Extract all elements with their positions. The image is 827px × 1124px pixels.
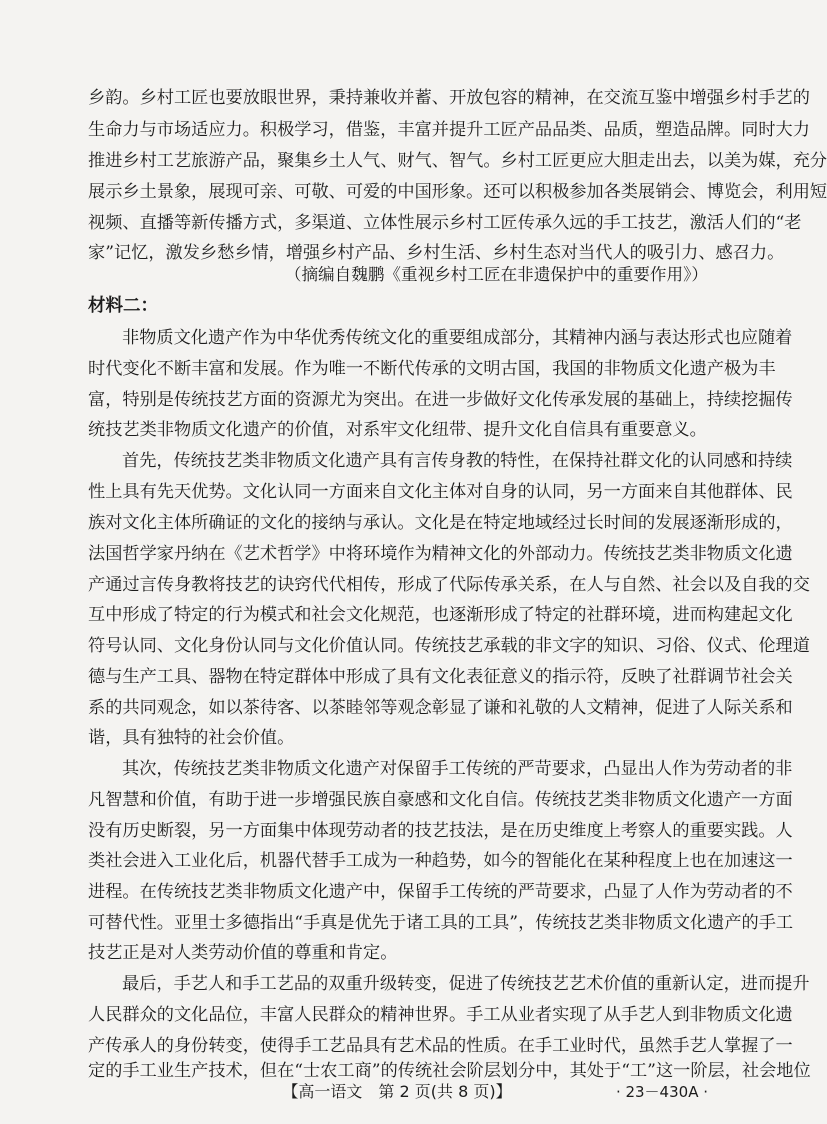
- text-line: 家”记忆，激发乡愁乡情，增强乡村产品、乡村生活、乡村生态对当代人的吸引力、感召力。: [88, 243, 785, 263]
- text-line: 类社会进入工业化后，机器代替手工成为一种趋势，如今的智能化在某种程度上也在加速这一: [88, 851, 793, 871]
- text-line: 时代变化不断丰富和发展。作为唯一不断代传承的文明古国，我国的非物质文化遗产极为丰: [88, 359, 776, 379]
- section-heading: 材料二：: [88, 296, 158, 316]
- text-line: 最后，手艺人和手工艺品的双重升级转变，促进了传统技艺艺术价值的重新认定，进而提升: [122, 974, 810, 994]
- text-line: 其次，传统技艺类非物质文化遗产对保留手工传统的严苛要求，凸显出人作为劳动者的非: [122, 759, 793, 779]
- text-line: 进程。在传统技艺类非物质文化遗产中，保留手工传统的严苛要求，凸显了人作为劳动者的不: [88, 882, 793, 902]
- text-line: 人民群众的文化品位，丰富人民群众的精神世界。手工从业者实现了从手艺人到非物质文化遗: [88, 1005, 793, 1025]
- text-line: 系的共同观念，如以茶待客、以茶睦邻等观念彰显了谦和礼敬的人文精神，促进了人际关系和: [88, 698, 793, 718]
- text-line: 可替代性。亚里士多德指出“手真是优先于诸工具的工具”，传统技艺类非物质文化遗产的手工: [88, 913, 794, 933]
- text-line: 统技艺类非物质文化遗产的价值，对系牢文化纽带、提升文化自信具有重要意义。: [88, 420, 707, 440]
- text-line: 推进乡村工艺旅游产品，聚集乡土人气、财气、智气。乡村工匠更应大胆走出去，以美为媒，充分: [88, 151, 827, 171]
- page-footer: 【高一语文 第 2 页(共 8 页)】: [282, 1082, 512, 1101]
- text-line: 富，特别是传统技艺方面的资源尤为突出。在进一步做好文化传承发展的基础上，持续挖掘传: [88, 390, 793, 410]
- text-line: 族对文化主体所确证的文化的接纳与承认。文化是在特定地域经过长时间的发展逐渐形成的，: [88, 513, 793, 533]
- text-line: 生命力与市场适应力。积极学习，借鉴，丰富并提升工匠产品品类、品质，塑造品牌。同时大力: [88, 120, 810, 140]
- text-line: 法国哲学家丹纳在《艺术哲学》中将环境作为精神文化的外部动力。传统技艺类非物质文化遗: [88, 544, 793, 564]
- text-line: 首先，传统技艺类非物质文化遗产具有言传身教的特性，在保持社群文化的认同感和持续: [122, 451, 793, 471]
- text-line: 展示乡土景象，展现可亲、可敬、可爱的中国形象。还可以积极参加各类展销会、博览会，利用短: [88, 182, 827, 202]
- text-line: 德与生产工具、器物在特定群体中形成了具有文化表征意义的指示符，反映了社群调节社会关: [88, 667, 793, 687]
- text-line: 互中形成了特定的行为模式和社会文化规范，也逐渐形成了特定的社群环境，进而构建起文化: [88, 605, 793, 625]
- text-line: 乡韵。乡村工匠也要放眼世界，秉持兼收并蓄、开放包容的精神，在交流互鉴中增强乡村手艺的: [88, 88, 810, 108]
- text-line: 非物质文化遗产作为中华优秀传统文化的重要组成部分，其精神内涵与表达形式也应随着: [122, 328, 793, 348]
- text-line: 产传承人的身份转变，使得手工艺品具有艺术品的性质。在手工业时代，虽然手艺人掌握了一: [88, 1036, 793, 1056]
- text-line: 凡智慧和价值，有助于进一步增强民族自豪感和文化自信。传统技艺类非物质文化遗产一方面: [88, 790, 793, 810]
- text-line: 视频、直播等新传播方式，多渠道、立体性展示乡村工匠传承久远的手工技艺，激活人们的“老: [88, 213, 802, 233]
- text-line: 性上具有先天优势。文化认同一方面来自文化主体对自身的认同，另一方面来自其他群体、民: [88, 482, 793, 502]
- text-line: 产通过言传身教将技艺的诀窍代代相传，形成了代际传承关系，在人与自然、社会以及自我的交: [88, 575, 810, 595]
- text-line: 谐，具有独特的社会价值。: [88, 728, 295, 748]
- text-line: 没有历史断裂，另一方面集中体现劳动者的技艺技法，是在历史维度上考察人的重要实践。人: [88, 821, 793, 841]
- text-line: 定的手工业生产技术，但在“士农工商”的传统社会阶层划分中，其处于“工”这一阶层，社会地位: [88, 1061, 811, 1081]
- source-citation: （摘编自魏鹏《重视乡村工匠在非遗保护中的重要作用》）: [284, 265, 708, 284]
- text-line: 符号认同、文化身份认同与文化价值认同。传统技艺承载的非文字的知识、习俗、仪式、伦理道: [88, 636, 810, 656]
- exam-code: · 23－430A ·: [615, 1083, 708, 1101]
- text-line: 技艺正是对人类劳动价值的尊重和肯定。: [88, 943, 398, 963]
